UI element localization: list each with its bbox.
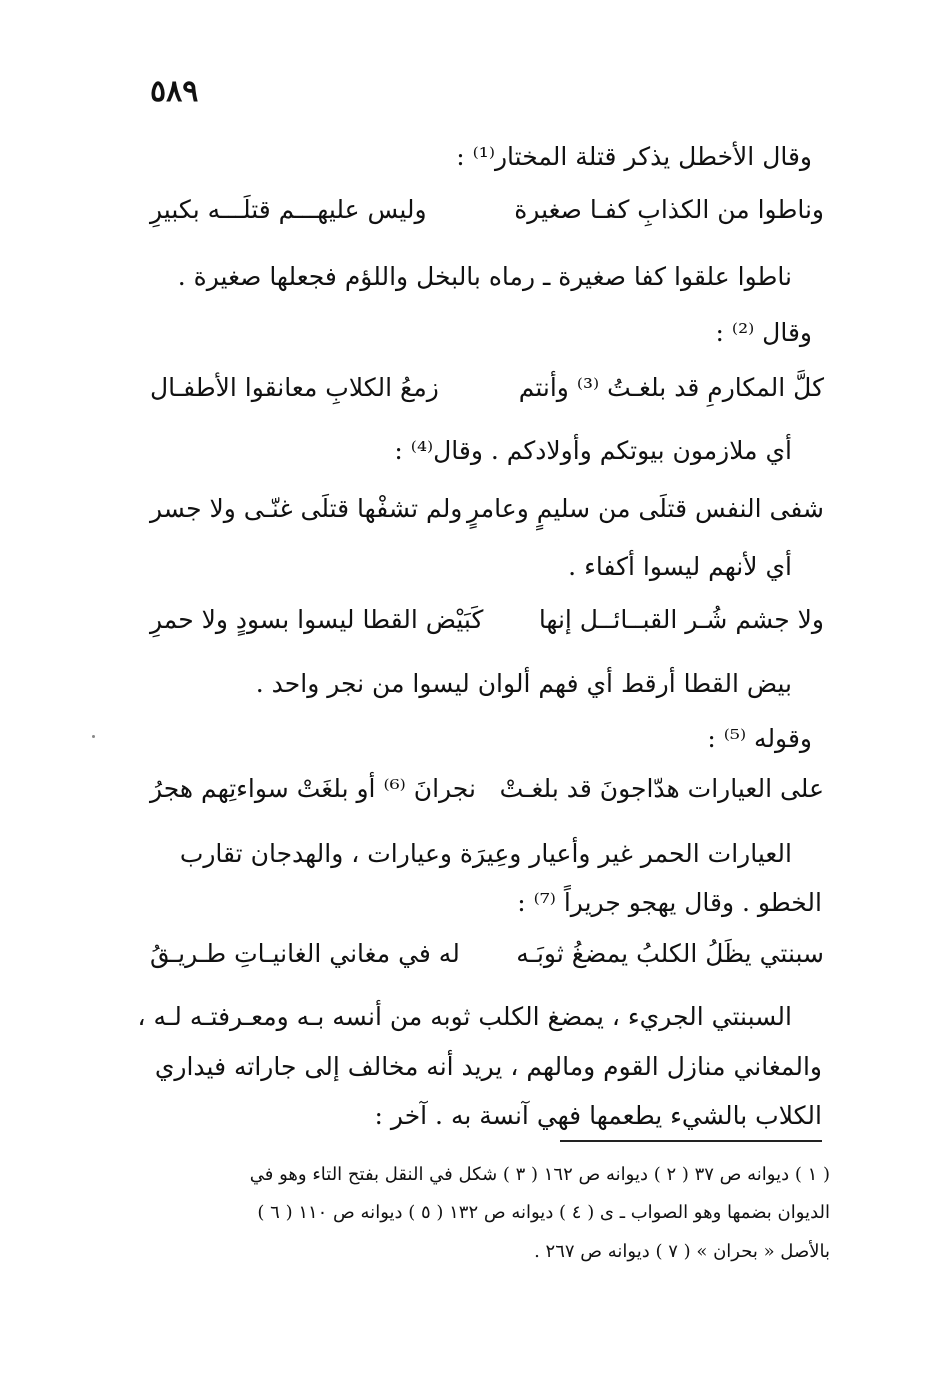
verse <box>150 932 824 976</box>
verse <box>150 188 824 232</box>
footnote-line: ( ١ ) ديوانه ص ٣٧ ( ٢ ) ديوانه ص ١٦٢ ( ٣ ) شكل في النقل بفتح التاء وهو في <box>249 1164 830 1185</box>
verse-second-hemistich: زمعُ الكلابِ معانقوا الأطفـال <box>150 373 439 402</box>
text-line: ناطوا علقوا كفا صغيرة ـ رماه بالبخل واللؤم فجعلها صغيرة . <box>177 262 792 291</box>
text-line: السبنتي الجريء ، يمضغ الكلب ثوبه من أنسه بـه ومعـرفتـه لـه ، <box>137 1002 792 1031</box>
text-line: بيض القطا أرقط أي فهم ألوان ليسوا من نجر واحد . <box>255 669 792 698</box>
verse-first-hemistich: وناطوا من الكذابِ كفـا صغيرة <box>514 195 824 224</box>
footnote-line: الديوان بضمها وهو الصواب ـ ى ( ٤ ) ديوانه ص ١٣٢ ( ٥ ) ديوانه ص ١١٠ ( ٦ ) <box>257 1202 830 1223</box>
text-line: الكلاب بالشيء يطعمها فهي آنسة به . آخر : <box>374 1101 822 1130</box>
verse-second-hemistich: وليس عليهـــم قتلَـــه بكبيرِ <box>150 195 427 224</box>
text-line: الخطو . وقال يهجو جريراً ⁽⁷⁾ : <box>517 888 822 917</box>
verse <box>150 598 824 642</box>
verse-first-hemistich: على العيارات هدّاجونَ قد بلغـتْ <box>499 774 824 803</box>
verse <box>150 767 824 811</box>
text-line: والمغاني منازل القوم ومالهم ، يريد أنه مخالف إلى جاراته فيداري <box>154 1052 822 1081</box>
verse-first-hemistich: سبنتي يظَلُ الكلبُ يمضغُ ثوبَـه <box>516 939 824 968</box>
text-line: أي ملازمون بيوتكم وأولادكم . وقال⁽⁴⁾ : <box>394 436 792 465</box>
verse-first-hemistich: ولا جشم شُـر القبــائــل إنها <box>538 605 824 634</box>
verse <box>150 366 824 410</box>
verse-second-hemistich: نجرانَ ⁽⁶⁾ أو بلغَتْ سواءتِهم هجرُ <box>150 774 476 803</box>
text-line: أي لأنهم ليسوا أكفاء . <box>568 552 792 581</box>
footnote-line: بالأصل « بحران » ( ٧ ) ديوانه ص ٢٦٧ . <box>534 1241 830 1262</box>
verse-first-hemistich: كلَّ المكارمِ قد بلغـتُ ⁽³⁾ وأنتم <box>518 373 824 402</box>
scan-speck <box>92 735 95 738</box>
verse <box>150 487 824 531</box>
text-line: وقوله ⁽⁵⁾ : <box>707 724 812 753</box>
verse-second-hemistich: ولم تشفْها قتلَى غنّـى ولا جسر <box>150 494 463 523</box>
verse-second-hemistich: له في مغاني الغانيـاتِ طـريـقُ <box>150 939 460 968</box>
text-line: وقال الأخطل يذكر قتلة المختار⁽¹⁾ : <box>456 142 812 171</box>
verse-second-hemistich: كَبَيْض القطا ليسوا بسودٍ ولا حمرِ <box>150 605 484 634</box>
text-line: العيارات الحمر غير وأعيار وعِيرَة وعيارات ، والهدجان تقارب <box>179 839 792 868</box>
text-line: وقال ⁽²⁾ : <box>715 318 812 347</box>
verse-first-hemistich: شفى النفس قتلَى من سليمٍ وعامرٍ <box>466 494 824 523</box>
page-number: ٥٨٩ <box>150 74 199 109</box>
footnote-separator <box>560 1140 822 1142</box>
